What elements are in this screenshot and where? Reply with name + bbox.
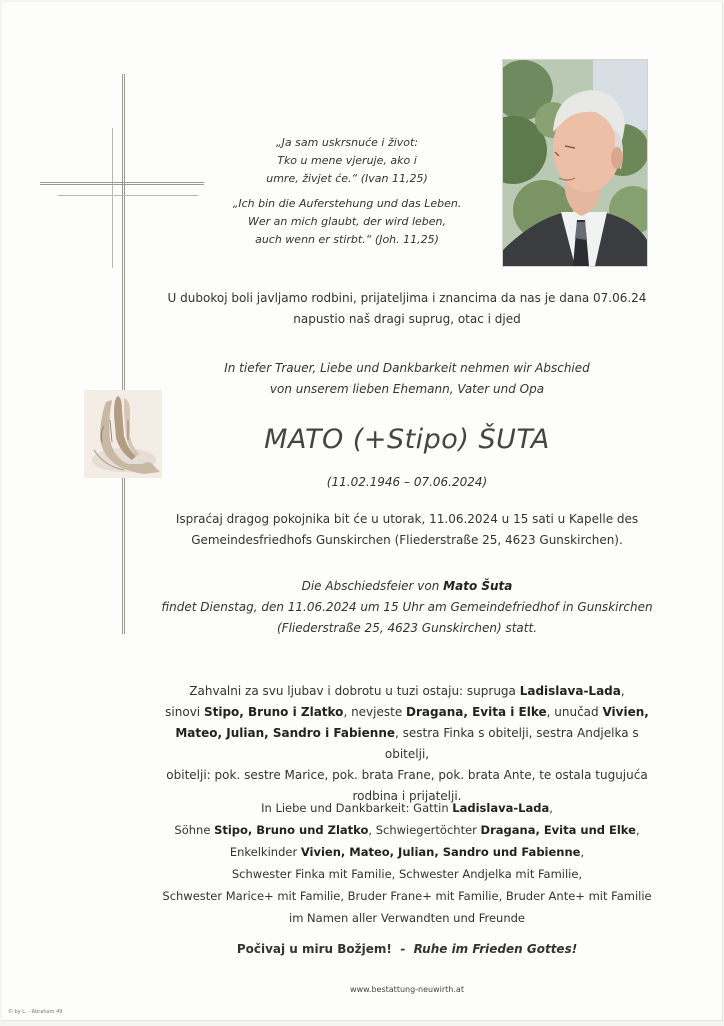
deceased-photo (503, 60, 647, 266)
death-announcement-german (152, 358, 662, 400)
quote-de-line: Wer an mich glaubt, der wird leben, (247, 215, 447, 228)
blessing-croatian: Počivaj u miru Božjem! (236, 942, 392, 956)
text-bold: Ladislava-Lada (519, 684, 621, 698)
quote-hr-line: umre, živjet će.“ (Ivan 11,25) (266, 172, 428, 185)
text: , nevjeste (343, 705, 407, 719)
mourners-line (152, 841, 662, 863)
mourners-line (152, 702, 662, 723)
abschied-name: Mato Šuta (443, 579, 513, 593)
text-bold: Vivien, (602, 705, 649, 719)
quote-hr-line: „Ja sam uskrsnuće i život: (275, 136, 419, 149)
mourners-line (152, 819, 662, 841)
text: , sestra Finka s obitelji, sestra Andjelka s obitelji, (384, 726, 639, 761)
cross-vertical-line (122, 74, 125, 634)
mourners-line (152, 797, 662, 819)
deceased-name: MATO (+Stipo) ŠUTA (264, 424, 550, 455)
text-bold: Stipo, Bruno i Zlatko (203, 705, 344, 719)
mourners-line: im Namen aller Verwandten und Freunde (289, 911, 525, 925)
blessing-german: Ruhe im Frieden Gottes! (413, 942, 578, 956)
funeral-line: Ispraćaj dragog pokojnika bit će u utorak, 11.06.2024 u 15 sati u Kapelle des (175, 512, 639, 526)
copyright-note: © by L. - Abraham 49 (8, 1009, 63, 1015)
trauer-line: von unserem lieben Ehemann, Vater und Opa (269, 382, 545, 396)
text-bold: Vivien, Mateo, Julian, Sandro und Fabienne (300, 845, 581, 859)
website-link[interactable]: www.bestattung-neuwirth.at (350, 985, 464, 994)
funeral-info-german (152, 576, 662, 639)
text-bold: Stipo, Bruno und Zlatko (214, 823, 369, 837)
announce-line: napustio naš dragi suprug, otac i djed (293, 312, 521, 326)
mourners-line: Schwester Finka mit Familie, Schwester Andjelka mit Familie, (231, 867, 583, 881)
quote-de-line: auch wenn er stirbt.“ (Joh. 11,25) (255, 233, 439, 246)
mourners-line: Schwester Marice+ mit Familie, Bruder Frane+ mit Familie, Bruder Ante+ mit Familie (162, 889, 652, 903)
bible-quote-croatian (212, 134, 482, 188)
abschied-line: findet Dienstag, den 11.06.2024 um 15 Uhr am Gemeindefriedhof in Gunskirchen (161, 600, 653, 614)
cross-horizontal-line (40, 182, 204, 185)
mourners-german (152, 797, 662, 929)
funeral-info-croatian (152, 509, 662, 551)
abschied-line: (Fliederstraße 25, 4623 Gunskirchen) statt. (276, 621, 538, 635)
quote-hr-line: Tko u mene vjeruje, ako i (277, 154, 417, 167)
text: , (549, 801, 553, 815)
funeral-line: Gemeindesfriedhofs Gunskirchen (Fliederstraße 25, 4623 Gunskirchen). (191, 533, 623, 547)
text: , (620, 684, 625, 698)
text: In Liebe und Dankbarkeit: Gattin (261, 801, 453, 815)
cross-horizontal-thin-line (58, 195, 198, 196)
bible-quote-german (212, 195, 482, 249)
text-bold: Mateo, Julian, Sandro i Fabienne (175, 726, 396, 740)
mourners-croatian (152, 681, 662, 807)
life-dates: (11.02.1946 – 07.06.2024) (326, 475, 488, 489)
text: Söhne (174, 823, 215, 837)
text-bold: Ladislava-Lada (452, 801, 550, 815)
blessing-separator: - (391, 942, 414, 956)
text: Zahvalni za svu ljubav i dobrotu u tuzi ostaju: supruga (189, 684, 520, 698)
abschied-pre: Die Abschiedsfeier von (301, 579, 444, 593)
announce-line: U dubokoj boli javljamo rodbini, prijateljima i znancima da nas je dana 07.06.24 (167, 291, 647, 305)
text: , (580, 845, 585, 859)
praying-hands-icon (84, 390, 162, 478)
quote-de-line: „Ich bin die Auferstehung und das Leben. (232, 197, 462, 210)
text: , unučad (546, 705, 603, 719)
abschied-line (152, 576, 662, 597)
text-bold: Dragana, Evita i Elke (406, 705, 547, 719)
mourners-line (152, 681, 662, 702)
text: , (635, 823, 640, 837)
parte-page (2, 2, 723, 1021)
text: sinovi (165, 705, 204, 719)
mourners-line (152, 723, 662, 765)
trauer-line: In tiefer Trauer, Liebe und Dankbarkeit nehmen wir Abschied (224, 361, 590, 375)
closing-blessing (152, 939, 662, 960)
death-announcement-croatian (152, 288, 662, 330)
mourners-line: rodbina i prijatelji. (352, 789, 462, 803)
text: Enkelkinder (229, 845, 301, 859)
text-bold: Dragana, Evita und Elke (480, 823, 636, 837)
cross-vertical-thin-line (112, 128, 113, 268)
mourners-line: obitelji: pok. sestre Marice, pok. brata Frane, pok. brata Ante, te ostala tugujuća (166, 768, 648, 782)
text: , Schwiegertöchter (368, 823, 481, 837)
